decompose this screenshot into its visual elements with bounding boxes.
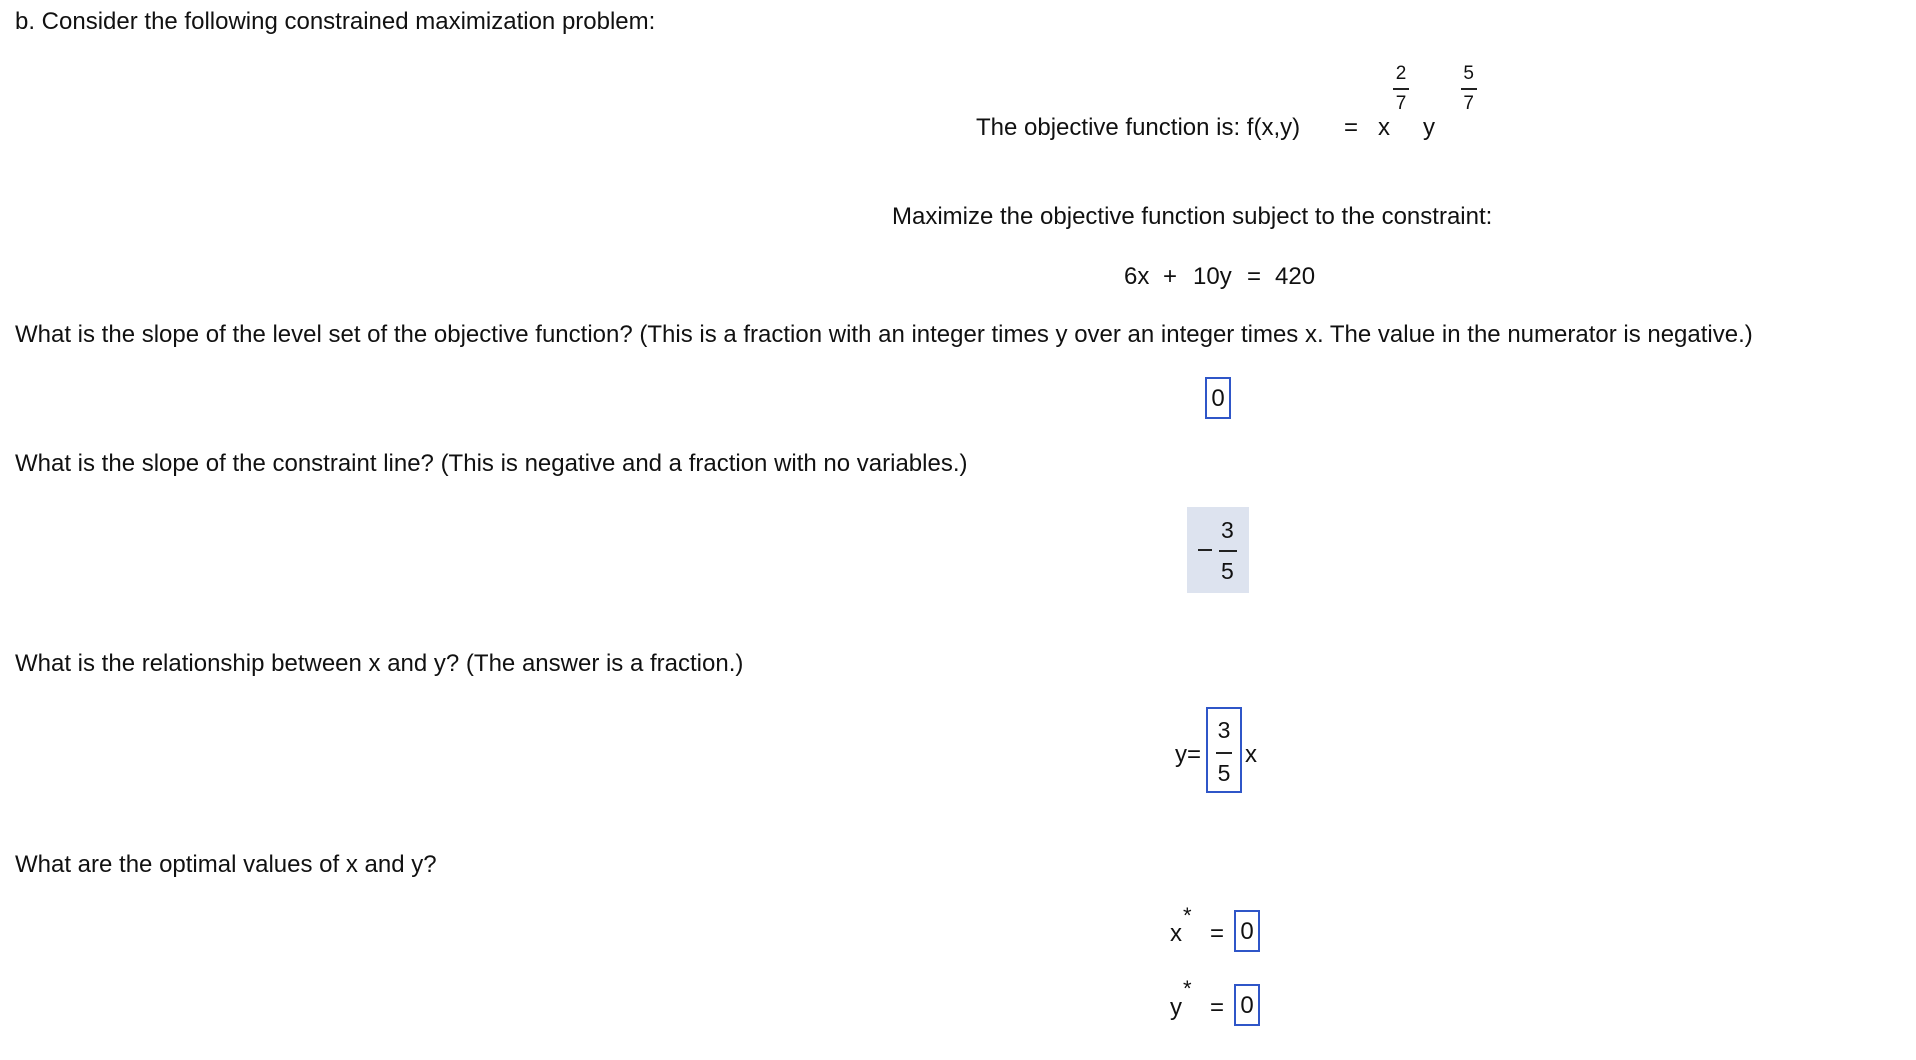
constraint-y-term: 10y (1193, 263, 1232, 290)
constraint-intro: Maximize the objective function subject to the constraint: (892, 203, 1493, 230)
objective-x-variable: x (1378, 114, 1390, 141)
constraint-plus: + (1163, 263, 1178, 290)
relationship-suffix: x (1245, 741, 1257, 768)
level-set-slope-input[interactable]: 0 (1205, 377, 1231, 419)
relationship-denominator[interactable]: 5 (1217, 760, 1231, 786)
question-optimal-values: What are the optimal values of x and y? (15, 851, 437, 878)
x-exponent-denominator: 7 (1395, 92, 1407, 114)
minus-sign (1198, 549, 1212, 551)
relationship-fraction-input[interactable] (1206, 707, 1242, 793)
problem-heading: b. Consider the following constrained maximization problem: (15, 8, 656, 35)
y-exponent-denominator: 7 (1463, 92, 1474, 114)
constraint-slope-numerator: 3 (1221, 517, 1234, 543)
objective-equals: = (1344, 114, 1359, 141)
objective-y-variable: y (1423, 114, 1435, 141)
constraint-slope-fraction-bar (1219, 550, 1237, 552)
x-optimal-star: * (1183, 903, 1192, 928)
y-optimal-variable: y (1170, 994, 1182, 1021)
x-optimal-input[interactable]: 0 (1234, 910, 1260, 952)
question-level-set-slope: What is the slope of the level set of the objective function? (This is a fraction with an integer times y over an integer times x. The value in the numerator is negative.) (15, 321, 1753, 348)
y-optimal-equals: = (1210, 994, 1225, 1021)
constraint-equals: = (1247, 263, 1262, 290)
constraint-rhs: 420 (1275, 263, 1316, 290)
x-optimal-variable: x (1170, 920, 1182, 947)
question-relationship: What is the relationship between x and y? (The answer is a fraction.) (15, 650, 744, 677)
constraint-slope-answer[interactable] (1187, 507, 1249, 593)
relationship-prefix: y= (1175, 741, 1202, 768)
y-optimal-input[interactable]: 0 (1234, 984, 1260, 1026)
relationship-fraction-bar (1216, 752, 1232, 754)
relationship-numerator[interactable]: 3 (1217, 717, 1231, 743)
x-optimal-equals: = (1210, 920, 1225, 947)
objective-label: The objective function is: f(x,y) (976, 114, 1301, 141)
constraint-slope-denominator: 5 (1221, 558, 1234, 584)
question-constraint-slope: What is the slope of the constraint line? (This is negative and a fraction with no variables.) (15, 450, 968, 477)
y-exponent-numerator: 5 (1463, 63, 1474, 84)
constraint-x-term: 6x (1124, 263, 1150, 290)
x-exponent-numerator: 2 (1395, 63, 1407, 84)
objective-y-exponent (1461, 64, 1477, 113)
y-optimal-star: * (1183, 976, 1192, 1001)
objective-x-exponent (1393, 64, 1409, 113)
